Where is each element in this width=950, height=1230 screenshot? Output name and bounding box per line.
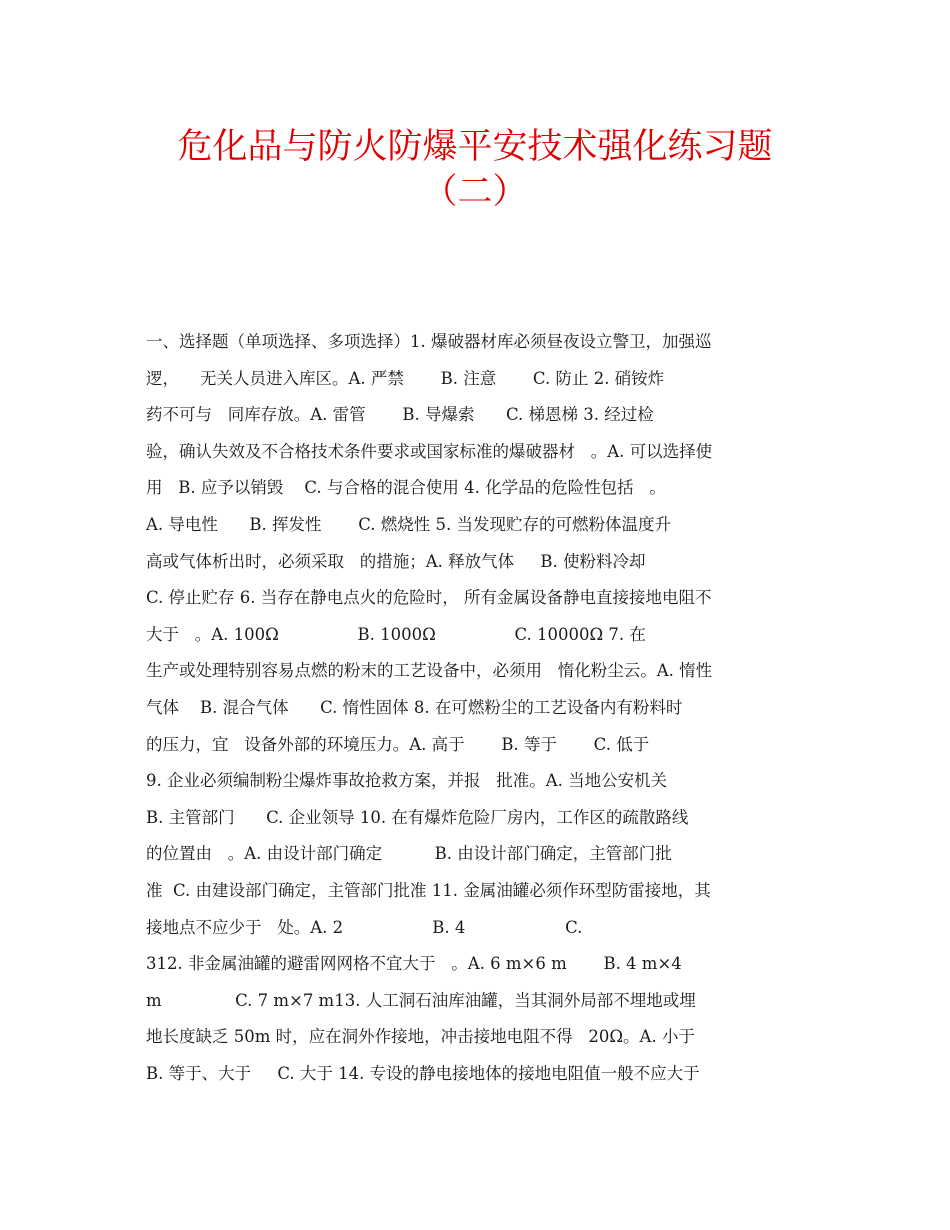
body-line: 验，确认失效及不合格技术条件要求或国家标准的爆破器材 。A. 可以选择使 bbox=[146, 441, 713, 461]
body-line: 生产或处理特别容易点燃的粉末的工艺设备中，必须用 惰化粉尘云。A. 惰性 bbox=[146, 661, 713, 681]
document-title: 危化品与防火防爆平安技术强化练习题 bbox=[177, 127, 773, 167]
body-line: 地长度缺乏 50m 时，应在洞外作接地，冲击接地电阻不得 20Ω。A. 小于 bbox=[146, 1027, 695, 1047]
body-line: 用 B. 应予以销毁 C. 与合格的混合使用 4. 化学品的危险性包括 。 bbox=[146, 478, 666, 498]
body-line: 气体 B. 混合气体 C. 惰性固体 8. 在可燃粉尘的工艺设备内有粉料时 bbox=[146, 697, 683, 717]
body-line: 的压力，宜 设备外部的环境压力。A. 高于 B. 等于 C. 低于 bbox=[146, 734, 650, 754]
body-line: 的位置由 。A. 由设计部门确定 B. 由设计部门确定，主管部门批 bbox=[146, 844, 672, 864]
body-line: 接地点不应少于 处。A. 2 B. 4 C. bbox=[146, 917, 583, 937]
body-line: B. 等于、大于 C. 大于 14. 专设的静电接地体的接地电阻值一般不应大于 bbox=[146, 1063, 700, 1083]
body-line: 高或气体析出时，必须采取 的措施；A. 释放气体 B. 使粉料冷却 bbox=[146, 551, 646, 571]
document-body bbox=[146, 328, 806, 1096]
body-line: C. 停止贮存 6. 当存在静电点火的危险时， 所有金属设备静电直接接地电阻不 bbox=[146, 588, 712, 608]
body-line: 一、选择题（单项选择、多项选择）1. 爆破器材库必须昼夜设立警卫，加强巡 bbox=[146, 332, 712, 351]
body-line: 9. 企业必须编制粉尘爆炸事故抢救方案，并报 批准。A. 当地公安机关 bbox=[146, 771, 668, 791]
body-line: 逻， 无关人员进入库区。A. 严禁 B. 注意 C. 防止 2. 硝铵炸 bbox=[146, 368, 665, 388]
body-line: B. 主管部门 C. 企业领导 10. 在有爆炸危险厂房内，工作区的疏散路线 bbox=[146, 807, 689, 827]
body-line: A. 导电性 B. 挥发性 C. 燃烧性 5. 当发现贮存的可燃粉体温度升 bbox=[146, 514, 671, 534]
body-line: m C. 7 m×7 m13. 人工洞石油库油罐，当其洞外局部不埋地或埋 bbox=[146, 990, 696, 1010]
body-line: 大于 。A. 100Ω B. 1000Ω C. 10000Ω 7. 在 bbox=[146, 624, 646, 644]
body-line: 药不可与 同库存放。A. 雷管 B. 导爆索 C. 梯恩梯 3. 经过检 bbox=[146, 405, 654, 425]
body-line: 312. 非金属油罐的避雷网网格不宜大于 。A. 6 m×6 m B. 4 m×4 bbox=[146, 954, 682, 974]
body-line: 准 C. 由建设部门确定，主管部门批准 11. 金属油罐必须作环型防雷接地，其 bbox=[146, 880, 711, 900]
document-subtitle: （二） bbox=[422, 172, 528, 212]
